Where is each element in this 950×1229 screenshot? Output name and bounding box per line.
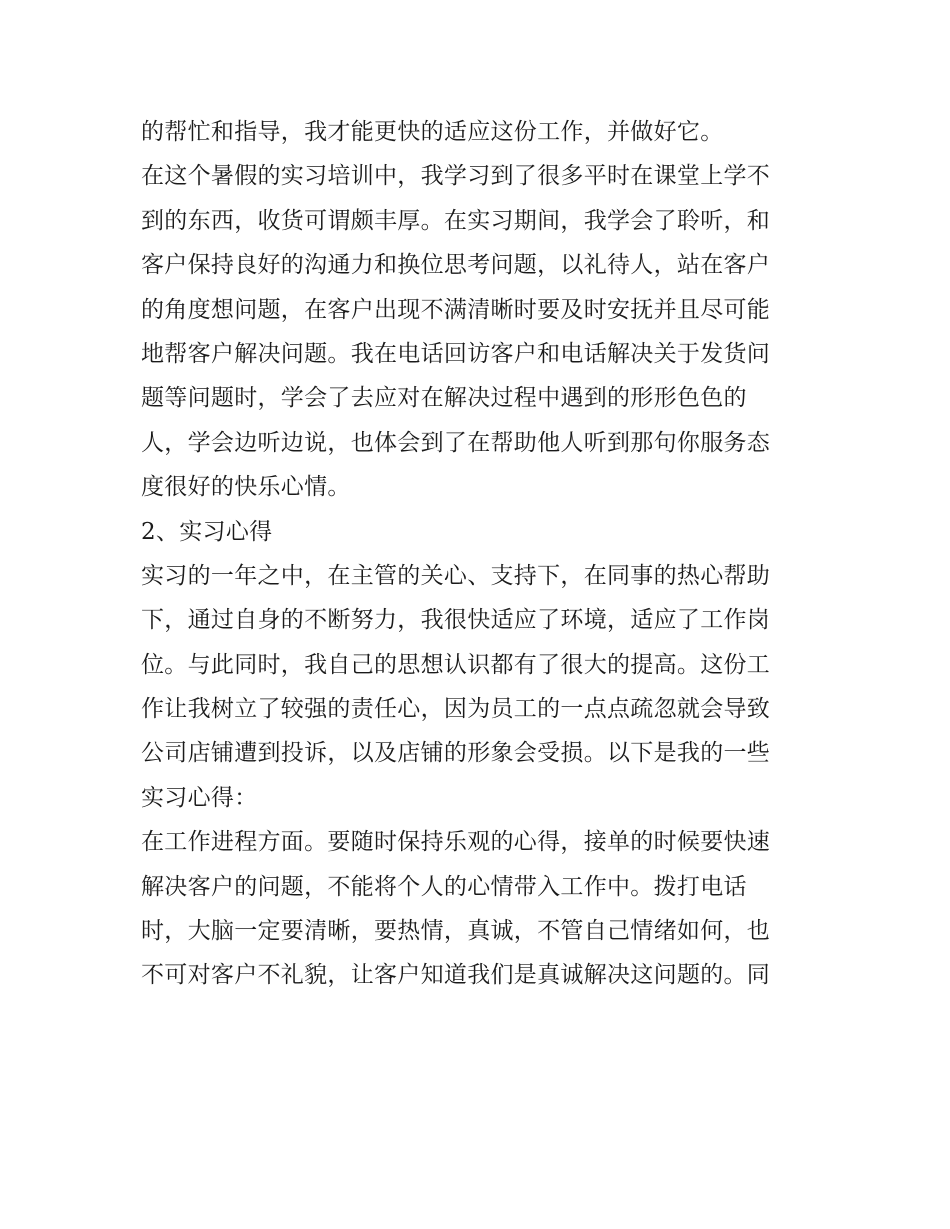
text-line: 地帮客户解决问题。我在电话回访客户和电话解决关于发货问 bbox=[141, 340, 771, 367]
text-line: 的帮忙和指导，我才能更快的适应这份工作，并做好它。 bbox=[141, 119, 724, 145]
text-line: 的角度想问题，在客户出现不满清晰时要及时安抚并且尽可能 bbox=[141, 296, 771, 323]
text-line: 实习心得： bbox=[141, 784, 258, 811]
section-heading: 2、实习心得 bbox=[141, 518, 273, 545]
text-line: 度很好的快乐心情。 bbox=[141, 474, 351, 501]
text-line: 公司店铺遭到投诉，以及店铺的形象会受损。以下是我的一些 bbox=[141, 740, 771, 767]
text-line: 作让我树立了较强的责任心，因为员工的一点点疏忽就会导致 bbox=[141, 696, 771, 723]
text-line: 不可对客户不礼貌，让客户知道我们是真诚解决这问题的。同 bbox=[141, 962, 771, 989]
text-line: 人，学会边听边说，也体会到了在帮助他人听到那句你服务态 bbox=[141, 429, 771, 456]
text-line: 题等问题时，学会了去应对在解决过程中遇到的形形色色的 bbox=[141, 385, 747, 412]
text-line: 客户保持良好的沟通力和换位思考问题，以礼待人，站在客户 bbox=[141, 252, 771, 279]
text-line: 在这个暑假的实习培训中，我学习到了很多平时在课堂上学不 bbox=[141, 163, 771, 190]
text-line: 时，大脑一定要清晰，要热情，真诚，不管自己情绪如何，也 bbox=[141, 918, 771, 945]
document-body bbox=[141, 110, 821, 998]
text-line: 解决客户的问题，不能将个人的心情带入工作中。拨打电话 bbox=[141, 873, 747, 900]
text-line: 在工作进程方面。要随时保持乐观的心得，接单的时候要快速 bbox=[141, 829, 771, 856]
text-line: 实习的一年之中，在主管的关心、支持下，在同事的热心帮助 bbox=[141, 562, 771, 589]
text-line: 位。与此同时，我自己的思想认识都有了很大的提高。这份工 bbox=[141, 651, 771, 678]
text-line: 下，通过自身的不断努力，我很快适应了环境，适应了工作岗 bbox=[141, 607, 771, 634]
text-line: 到的东西，收货可谓颇丰厚。在实习期间，我学会了聆听，和 bbox=[141, 207, 771, 234]
